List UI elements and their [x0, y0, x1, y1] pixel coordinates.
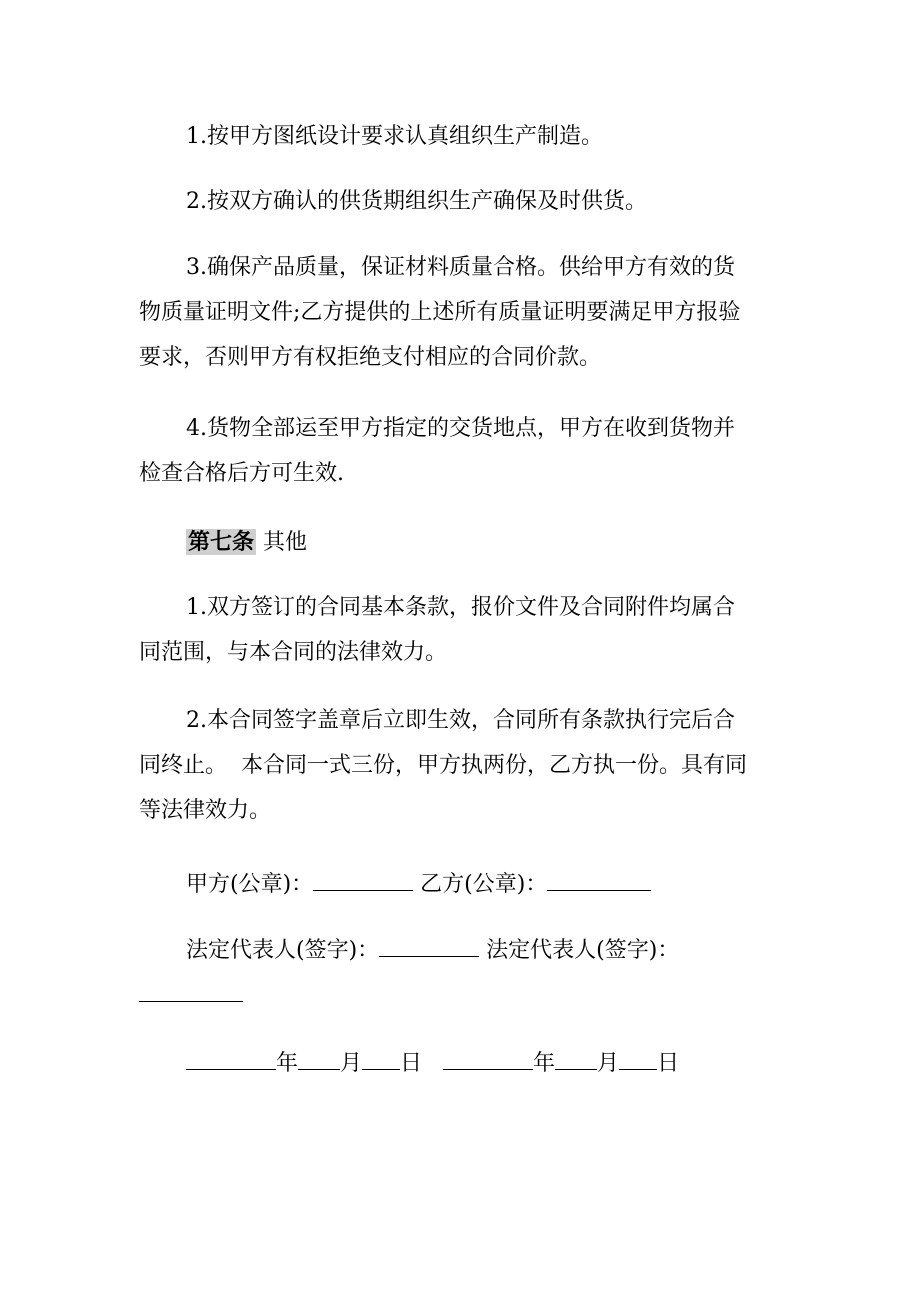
month-b-blank[interactable]	[555, 1051, 597, 1070]
day-b-label: 日	[657, 1051, 680, 1076]
clause-7-1	[139, 585, 789, 675]
month-a-label: 月	[340, 1051, 363, 1076]
year-b-blank[interactable]	[443, 1051, 533, 1070]
party-a-seal-label: 甲方(公章)：	[186, 872, 314, 897]
year-a-blank[interactable]	[186, 1051, 276, 1070]
clause-line: 物质量证明文件;乙方提供的上述所有质量证明要满足甲方报验	[139, 300, 741, 325]
clause-2	[139, 179, 789, 224]
clause-4	[139, 406, 789, 496]
clause-1	[139, 114, 789, 159]
party-b-seal-blank[interactable]	[547, 872, 651, 891]
party-b-seal-label: 乙方(公章)：	[420, 872, 548, 897]
seal-row	[139, 862, 789, 907]
section-heading	[139, 520, 789, 565]
day-a-blank[interactable]	[362, 1051, 400, 1070]
clause-line: 等法律效力。	[139, 798, 272, 823]
clause-line: 4.货物全部运至甲方指定的交货地点，甲方在收到货物并	[186, 416, 735, 441]
party-a-seal-blank[interactable]	[313, 872, 413, 891]
clause-line: 同范围，与本合同的法律效力。	[139, 640, 448, 665]
clause-line: 要求，否则甲方有权拒绝支付相应的合同价款。	[139, 345, 602, 370]
rep-a-label: 法定代表人(签字)：	[186, 938, 380, 963]
clause-3	[139, 245, 789, 380]
year-a-label: 年	[276, 1051, 299, 1076]
rep-row	[139, 928, 789, 1018]
rep-b-blank[interactable]	[139, 983, 243, 1002]
section-title: 其他	[263, 530, 308, 555]
clause-line: 1.双方签订的合同基本条款，报价文件及合同附件均属合	[186, 595, 735, 620]
clause-line: 同终止。 本合同一式三份，甲方执两份，乙方执一份。具有同	[139, 753, 747, 778]
clause-line: 2.本合同签字盖章后立即生效，合同所有条款执行完后合	[186, 708, 735, 733]
rep-a-blank[interactable]	[379, 938, 479, 957]
day-b-blank[interactable]	[619, 1051, 657, 1070]
clause-7-2	[139, 698, 789, 833]
clause-line: 检查合格后方可生效.	[139, 461, 344, 486]
section-number: 第七条	[188, 529, 255, 555]
clause-line: 2.按双方确认的供货期组织生产确保及时供货。	[186, 189, 647, 214]
date-row	[139, 1041, 789, 1086]
clause-line: 1.按甲方图纸设计要求认真组织生产制造。	[186, 124, 603, 149]
day-a-label: 日	[400, 1051, 423, 1076]
rep-b-label: 法定代表人(签字)：	[486, 938, 680, 963]
month-b-label: 月	[597, 1051, 620, 1076]
month-a-blank[interactable]	[298, 1051, 340, 1070]
clause-line: 3.确保产品质量，保证材料质量合格。供给甲方有效的货	[186, 255, 735, 280]
year-b-label: 年	[533, 1051, 556, 1076]
